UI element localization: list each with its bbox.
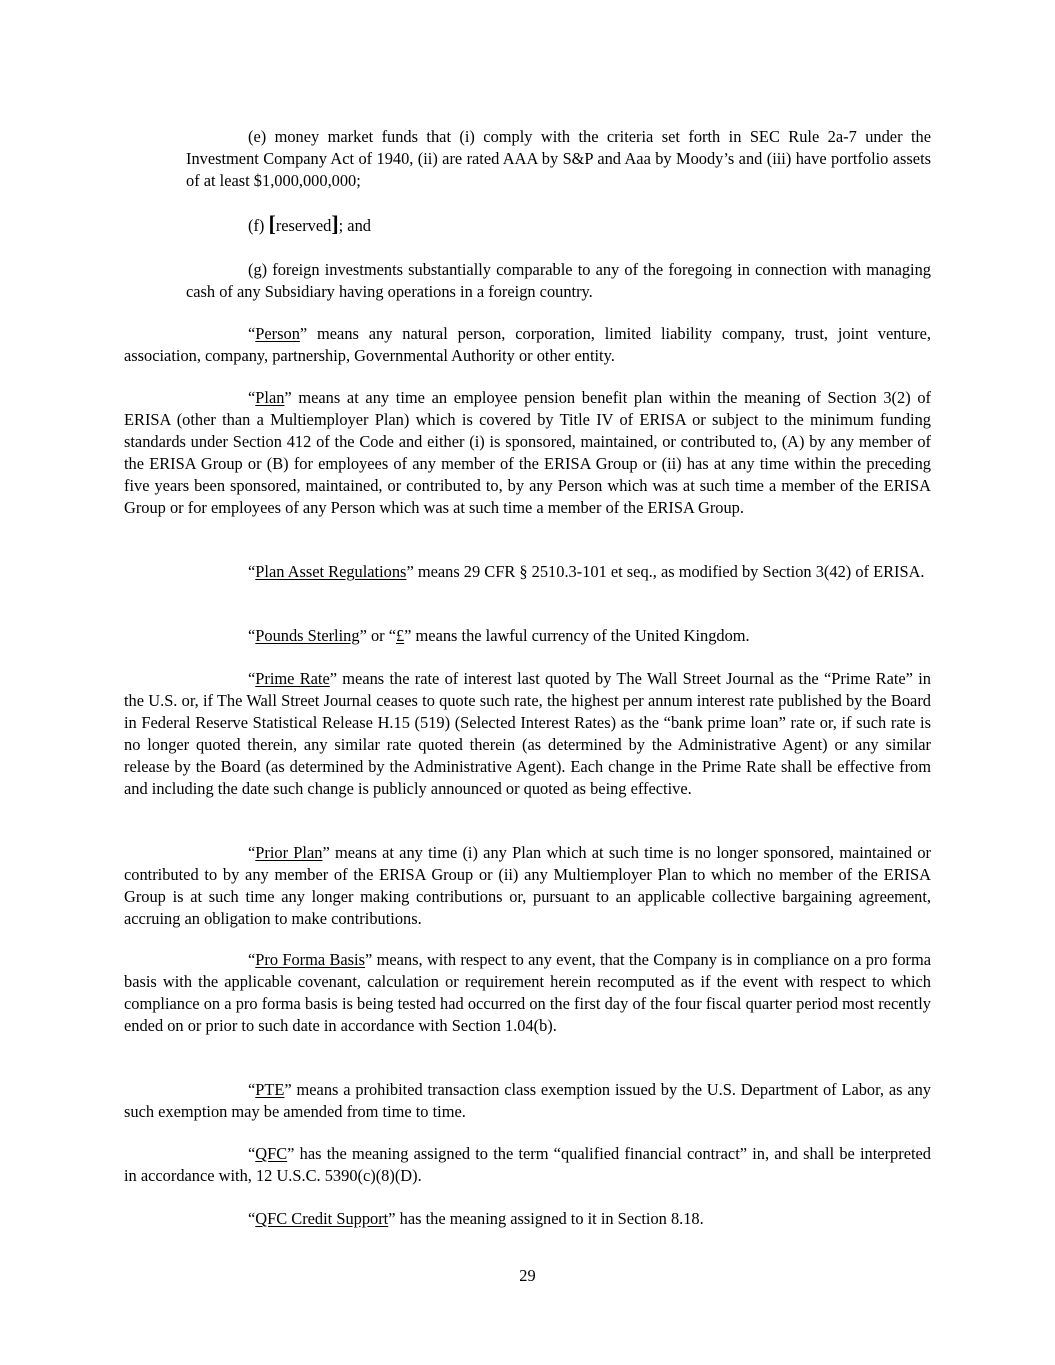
definition-person: “Person” means any natural person, corporation, limited liability company, trust, joint venture, association, company, partnership, Governmental Authority or other entity. [124,324,931,365]
defined-term: Pounds Sterling [255,626,360,645]
definition-pte: “PTE” means a prohibited transaction class exemption issued by the U.S. Department of Labor, as any such exemption may be amended from time to time. [124,1080,931,1121]
defined-term: Prior Plan [255,843,323,862]
definition-prior-plan: “Prior Plan” means at any time (i) any Plan which at such time is no longer sponsored, maintained or contributed to by any member of the ERISA Group or (ii) any Multiemployer Plan to which no member of the ERISA Group is at such time any longer making contributions or, pursuant to an applicable collective bargaining agreement, accruing an obligation to make contributions. [124,843,931,928]
definition-prime-rate: “Prime Rate” means the rate of interest last quoted by The Wall Street Journal as the “Prime Rate” in the U.S. or, if The Wall Street Journal ceases to quote such rate, the highest per annum interest rate published by the Board in Federal Reserve Statistical Release H.15 (519) (Selected Interest Rates) as the “bank prime loan” rate or, if such rate is no longer quoted therein, any similar rate quoted therein (as determined by the Administrative Agent) or any similar release by the Board (as determined by the Administrative Agent). Each change in the Prime Rate shall be effective from and including the date such change is publicly announced or quoted as being effective. [124,669,931,798]
page-number: 29 [519,1266,536,1285]
definition-plan: “Plan” means at any time an employee pension benefit plan within the meaning of Section 3(2) of ERISA (other than a Multiemployer Plan) which is covered by Title IV of ERISA or subject to the minimum funding standards under Section 412 of the Code and either (i) is sponsored, maintained, or contributed to, (A) by any member of the ERISA Group or (B) for employees of any member of the ERISA Group or (ii) has at any time within the preceding five years been sponsored, maintained, or contributed to, by any Person which was at such time a member of the ERISA Group or for employees of any Person which was at such time a member of the ERISA Group. [124,388,931,517]
clause-g: (g) foreign investments substantially comparable to any of the foregoing in connection with managing cash of any Subsidiary having operations in a foreign country. [186,260,931,301]
bracket-open: [ [268,211,276,236]
defined-term: Person [255,324,300,343]
definition-qfc-credit-support: “QFC Credit Support” has the meaning assigned to it in Section 8.18. [248,1209,704,1228]
definition-pro-forma-basis: “Pro Forma Basis” means, with respect to any event, that the Company is in compliance on a pro forma basis with the applicable covenant, calculation or requirement herein recomputed as if the event with respect to which compliance on a pro forma basis is being tested had occurred on the first day of the four fiscal quarter period most recently ended on or prior to such date in accordance with Section 1.04(b). [124,950,932,1035]
defined-term: QFC [255,1144,288,1163]
clause-e: (e) money market funds that (i) comply with the criteria set forth in SEC Rule 2a-7 under the Investment Company Act of 1940, (ii) are rated AAA by S&P and Aaa by Moody’s and (iii) have portfolio assets of at least $1,000,000,000; [186,127,931,190]
defined-term: QFC Credit Support [255,1209,389,1228]
definition-plan-asset-regulations: “Plan Asset Regulations” means 29 CFR § 2510.3-101 et seq., as modified by Section 3(42) of ERISA. [248,562,925,581]
defined-term: Plan [255,388,285,407]
defined-term: Plan Asset Regulations [255,562,407,581]
definition-pounds-sterling: “Pounds Sterling” or “£” means the lawful currency of the United Kingdom. [248,626,750,645]
defined-term: Prime Rate [255,669,330,688]
bracket-close: ] [331,211,339,236]
defined-term: Pro Forma Basis [255,950,365,969]
clause-f: (f) [reserved]; and [248,211,371,236]
defined-term: £ [395,626,405,645]
definition-qfc: “QFC” has the meaning assigned to the term “qualified financial contract” in, and shall be interpreted in accordance with, 12 U.S.C. 5390(c)(8)(D). [124,1144,931,1185]
defined-term: PTE [255,1080,285,1099]
